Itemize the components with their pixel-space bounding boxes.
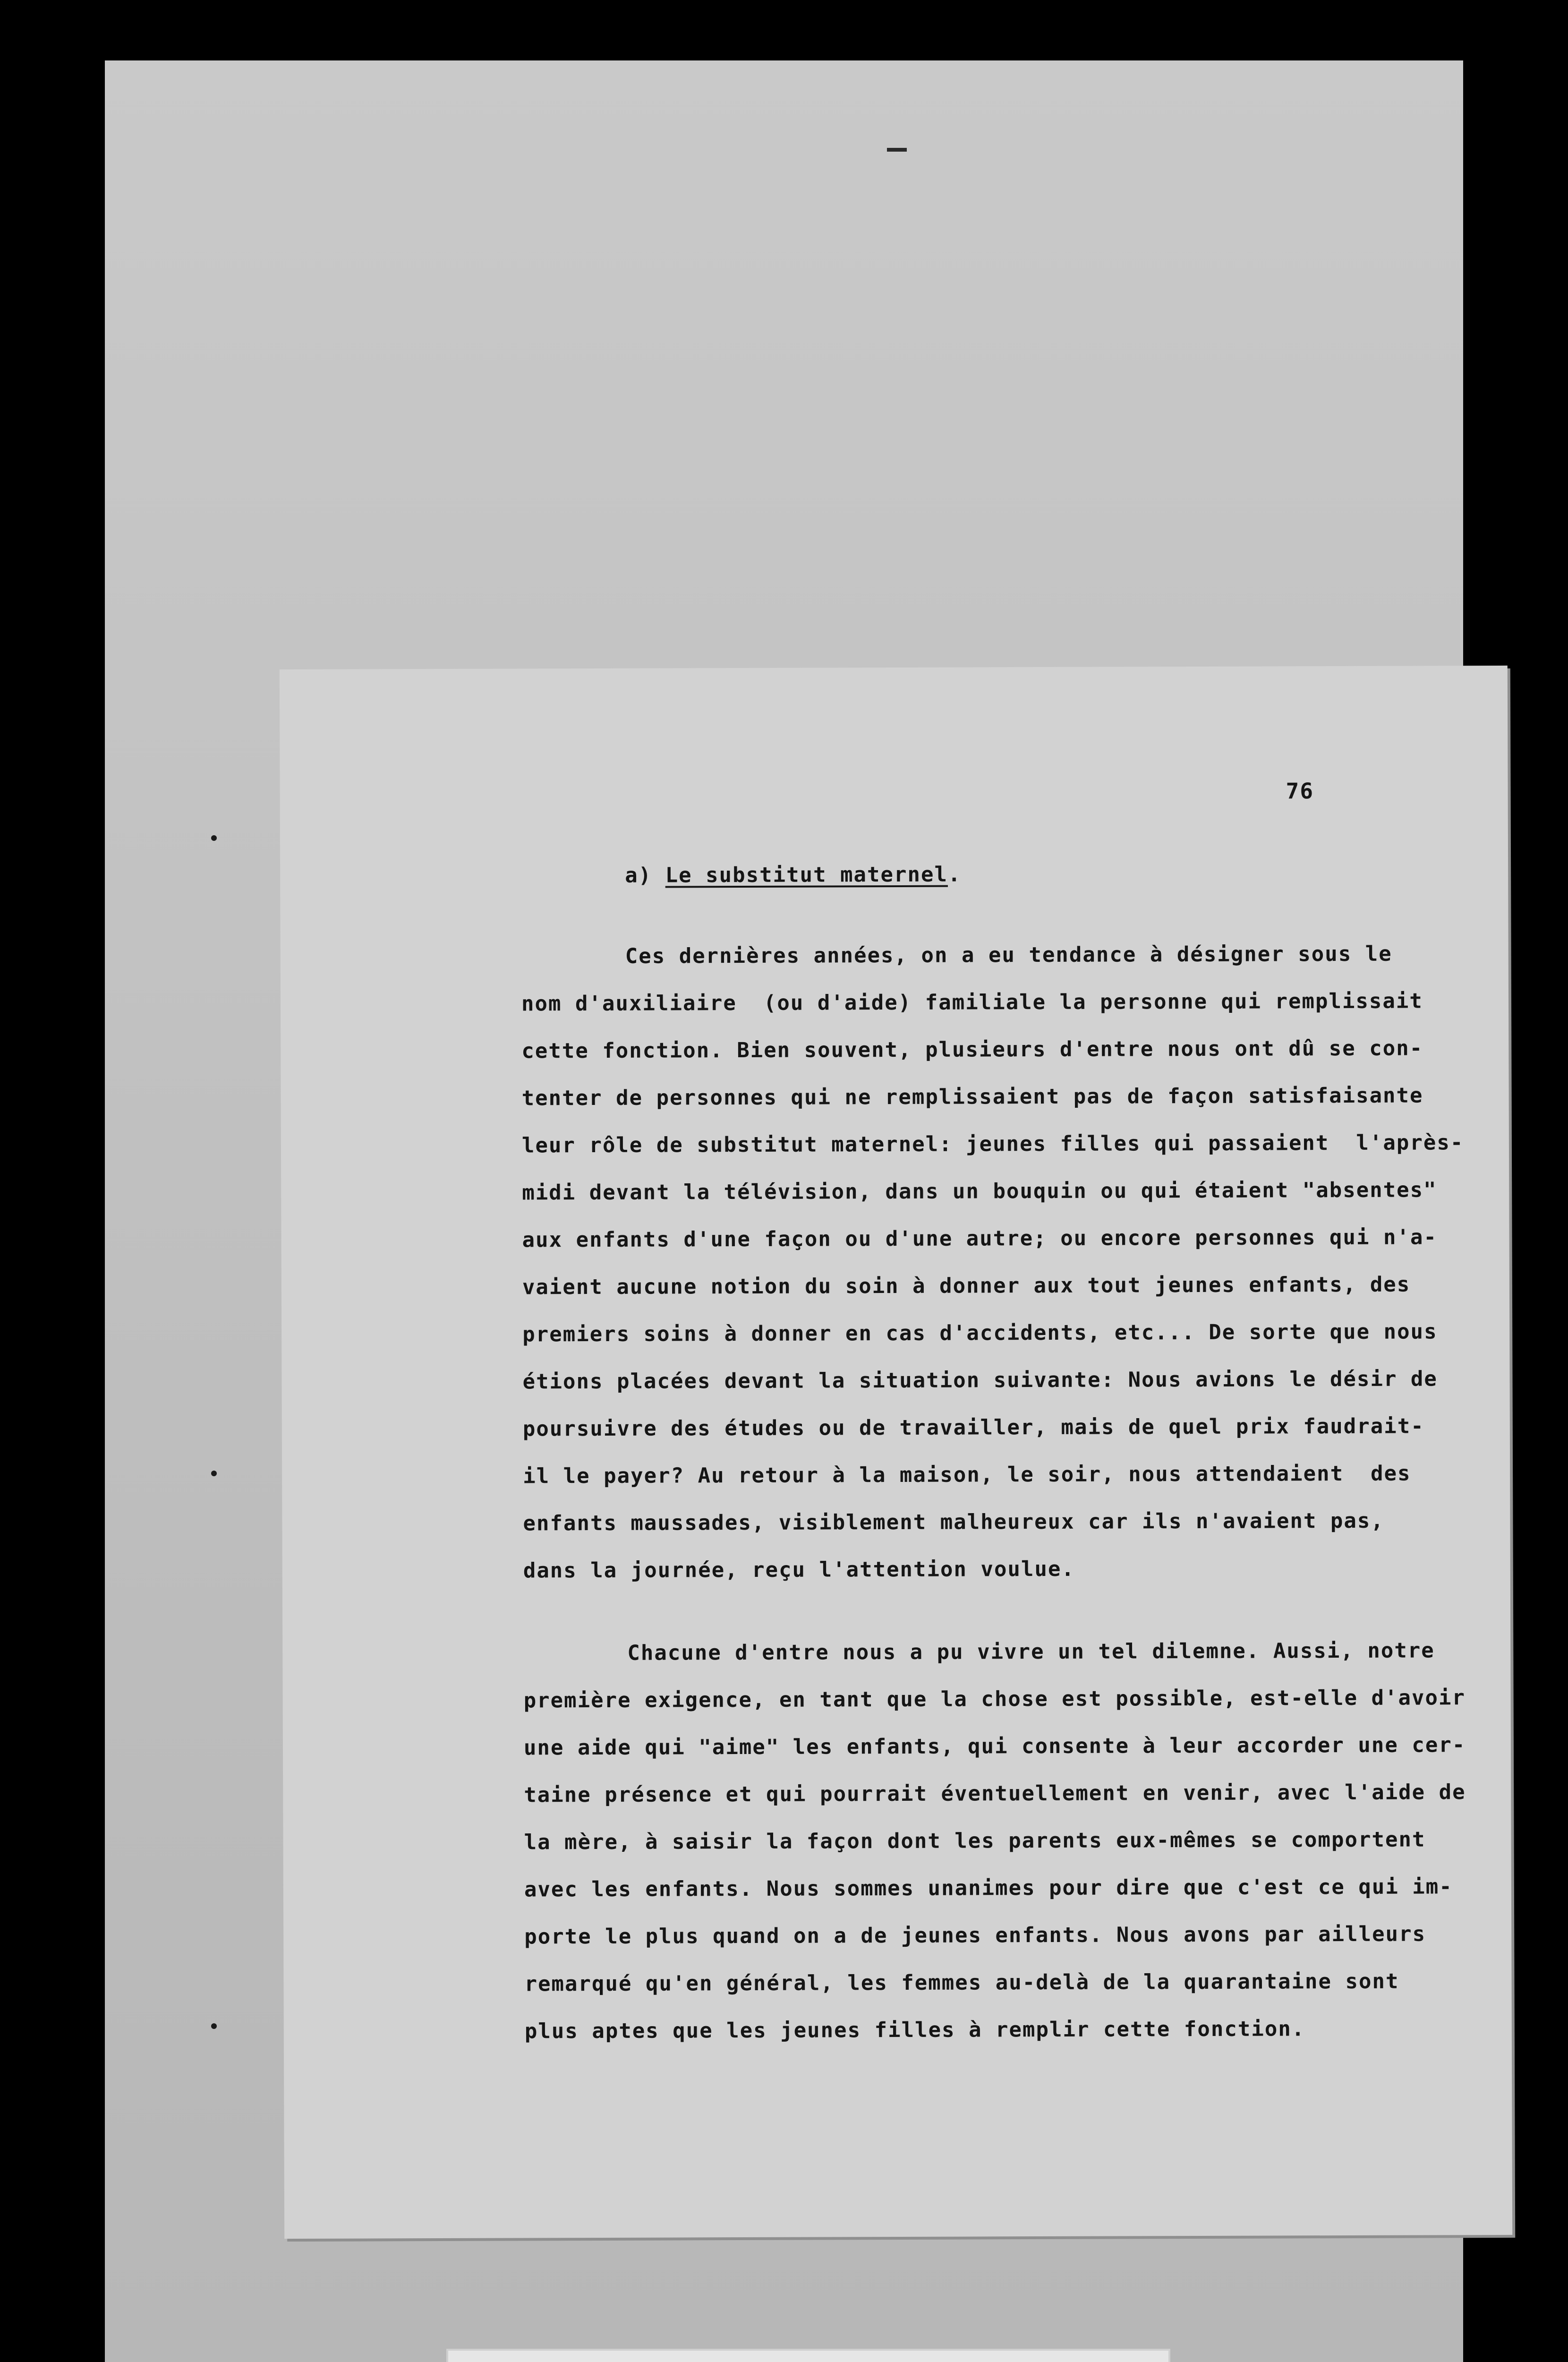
text-line: tenter de personnes qui ne remplissaient pas de façon satisfaisante [521,1083,1423,1111]
collection-title [467,2360,1118,2362]
heading-title: Le substitut maternel [665,862,948,888]
text-line: une aide qui "aime" les enfants, qui consente à leur accorder une cer- [523,1733,1466,1760]
paragraph-2 [523,1627,1466,2055]
heading-prefix: a) [625,863,652,888]
board-mark [887,148,907,152]
text-line: la mère, à saisir la façon dont les parents eux-mêmes se comportent [524,1827,1426,1855]
margin-speck [211,835,217,841]
text-line: nom d'auxiliaire (ou d'aide) familiale la personne qui remplissait [521,989,1423,1016]
section-heading [625,863,961,888]
collection-label [446,2349,1170,2362]
text-line: Chacune d'entre nous a pu vivre un tel dilemne. Aussi, notre [627,1638,1435,1665]
text-line: poursuivre des études ou de travailler, mais de quel prix faudrait- [522,1414,1424,1441]
text-line: remarqué qu'en général, les femmes au-delà de la quarantaine sont [524,1969,1399,1996]
margin-speck [211,1471,217,1476]
text-line: aux enfants d'une façon ou d'une autre; ou encore personnes qui n'a- [522,1225,1437,1252]
text-line: midi devant la télévision, dans un bouquin ou qui étaient "absentes" [522,1178,1437,1205]
text-line: porte le plus quand on a de jeunes enfants. Nous avons par ailleurs [524,1922,1426,1949]
text-line: premiers soins à donner en cas d'accidents, etc... De sorte que nous [522,1319,1438,1347]
text-line: leur rôle de substitut maternel: jeunes filles qui passaient l'après- [521,1130,1464,1158]
document-page [280,666,1512,2239]
text-line: Ces dernières années, on a eu tendance à désigner sous le [625,941,1392,968]
page-number: 76 [1286,778,1314,804]
text-line: il le payer? Au retour à la maison, le soir, nous attendaient des [523,1461,1411,1489]
text-line: avec les enfants. Nous sommes unanimes pour dire que c'est ce qui im- [524,1874,1453,1902]
text-line: taine présence et qui pourrait éventuellement en venir, avec l'aide de [524,1780,1466,1807]
paragraph-1 [521,930,1466,1594]
margin-speck [211,2023,217,2029]
archive-board [105,60,1466,2362]
text-line: étions placées devant la situation suivante: Nous avions le désir de [522,1367,1438,1394]
text-line: enfants maussades, visiblement malheureux car ils n'avaient pas, [523,1508,1384,1536]
text-line: cette fonction. Bien souvent, plusieurs d'entre nous ont dû se con- [521,1036,1423,1063]
text-line: première exigence, en tant que la chose est possible, est-elle d'avoir [523,1686,1466,1713]
text-line: plus aptes que les jeunes filles à remplir cette fonction. [524,2017,1305,2044]
text-line: dans la journée, reçu l'attention voulue. [523,1557,1075,1583]
text-line: vaient aucune notion du soin à donner aux tout jeunes enfants, des [522,1272,1411,1300]
heading-suffix: . [947,862,962,887]
